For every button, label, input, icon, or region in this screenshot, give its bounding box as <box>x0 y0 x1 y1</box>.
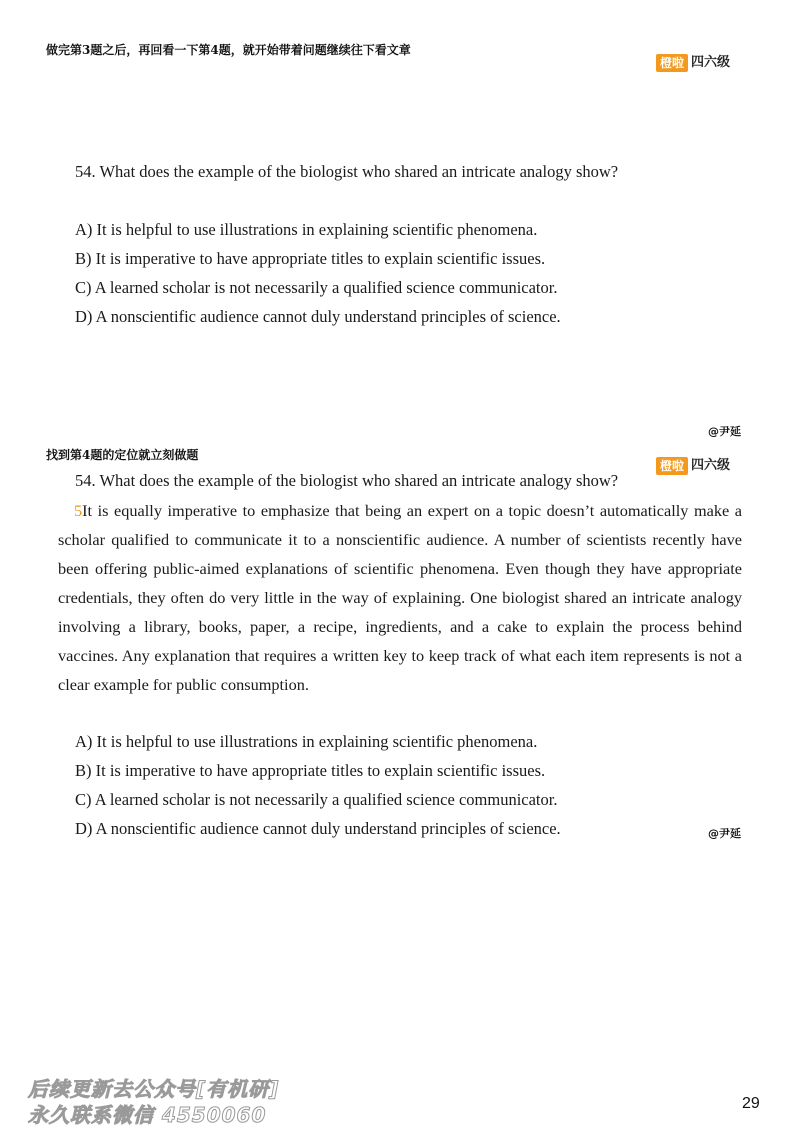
brand-text: 四六级 <box>691 55 731 70</box>
option-a-1: A) It is helpful to use illustrations in explaining scientific phenomena. <box>75 220 538 239</box>
passage-text: It is equally imperative to emphasize that being an expert on a topic doesn’t automatically make a scholar qualified to communicate it to a nonscientific audience. A number of scientists recently have been offering public-aimed explanations of scientific phenomena. Even though they have appropriate credentials, they often do very little in the way of explaining. One biologist shared an intricate analogy involving a library, books, paper, a recipe, ingredients, and a cake to explain the process behind vaccines. Any explanation that requires a written key to keep track of what each item represents is not a clear example for public consumption. <box>58 501 742 694</box>
brand-text: 四六级 <box>691 458 731 473</box>
page-number: 29 <box>742 1095 760 1112</box>
question-stem-1: 54. What does the example of the biologist who shared an intricate analogy show? <box>75 162 619 181</box>
question-stem-2: 54. What does the example of the biologist who shared an intricate analogy show? <box>75 471 619 490</box>
paragraph-number: 5 <box>74 501 83 520</box>
author-signature-1: @尹延 <box>708 425 741 438</box>
brand-badge-top <box>656 54 730 72</box>
instruction-note-top: 做完第3题之后，再回看一下第4题，就开始带着问题继续往下看文章 <box>46 43 411 57</box>
brand-tag: 橙啦 <box>656 54 688 72</box>
brand-tag: 橙啦 <box>656 457 688 475</box>
passage-paragraph <box>58 496 742 699</box>
option-c-1: C) A learned scholar is not necessarily a qualified science communicator. <box>75 278 558 297</box>
watermark-line-1: 后续更新去公众号[有机研] <box>28 1077 280 1101</box>
option-d-2: D) A nonscientific audience cannot duly understand principles of science. <box>75 819 561 838</box>
option-c-2: C) A learned scholar is not necessarily a qualified science communicator. <box>75 790 558 809</box>
instruction-note-mid: 找到第4题的定位就立刻做题 <box>46 448 199 462</box>
option-b-2: B) It is imperative to have appropriate titles to explain scientific issues. <box>75 761 546 780</box>
author-signature-2: @尹延 <box>708 827 741 840</box>
option-a-2: A) It is helpful to use illustrations in explaining scientific phenomena. <box>75 732 538 751</box>
brand-badge-mid <box>656 457 730 475</box>
option-b-1: B) It is imperative to have appropriate titles to explain scientific issues. <box>75 249 546 268</box>
watermark <box>28 1076 279 1128</box>
option-d-1: D) A nonscientific audience cannot duly understand principles of science. <box>75 307 561 326</box>
watermark-line-2: 永久联系微信 4550060 <box>28 1103 267 1127</box>
